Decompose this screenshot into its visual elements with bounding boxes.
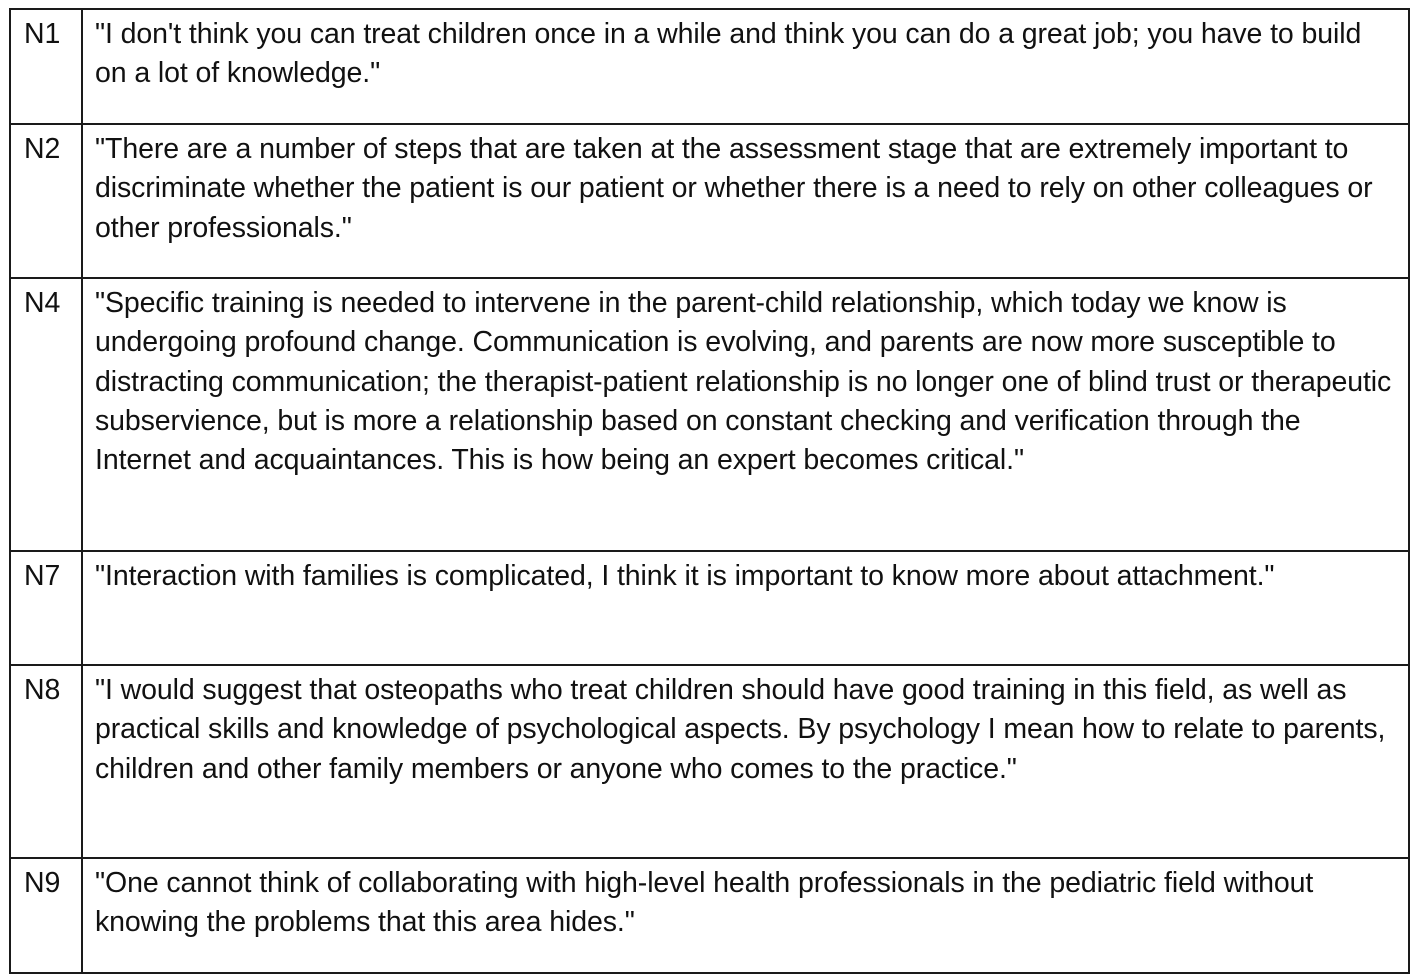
table-row [10,551,1409,665]
participant-id: N9 [10,858,82,973]
table-row [10,858,1409,973]
participant-quote: "Interaction with families is complicated, I think it is important to know more about attachment." [82,551,1409,665]
participant-quote: "One cannot think of collaborating with high-level health professionals in the pediatric field without knowing the problems that this area hides." [82,858,1409,973]
participant-id: N2 [10,124,82,278]
participant-id: N7 [10,551,82,665]
table-row [10,124,1409,278]
quotes-table [9,8,1410,974]
participant-id: N8 [10,665,82,858]
participant-id: N1 [10,9,82,124]
participant-quote: "There are a number of steps that are taken at the assessment stage that are extremely important to discriminate whether the patient is our patient or whether there is a need to rely on other colleagues or other professionals." [82,124,1409,278]
table-row [10,665,1409,858]
participant-id: N4 [10,278,82,551]
participant-quote: "I would suggest that osteopaths who treat children should have good training in this field, as well as practical skills and knowledge of psychological aspects. By psychology I mean how to relate to parents, children and other family members or anyone who comes to the practice." [82,665,1409,858]
table-row [10,278,1409,551]
participant-quote: "I don't think you can treat children once in a while and think you can do a great job; you have to build on a lot of knowledge." [82,9,1409,124]
table-row [10,9,1409,124]
participant-quote: "Specific training is needed to intervene in the parent-child relationship, which today we know is undergoing profound change. Communication is evolving, and parents are now more susceptible to distracting communication; the therapist-patient relationship is no longer one of blind trust or therapeutic subservience, but is more a relationship based on constant checking and verification through the Internet and acquaintances. This is how being an expert becomes critical." [82,278,1409,551]
